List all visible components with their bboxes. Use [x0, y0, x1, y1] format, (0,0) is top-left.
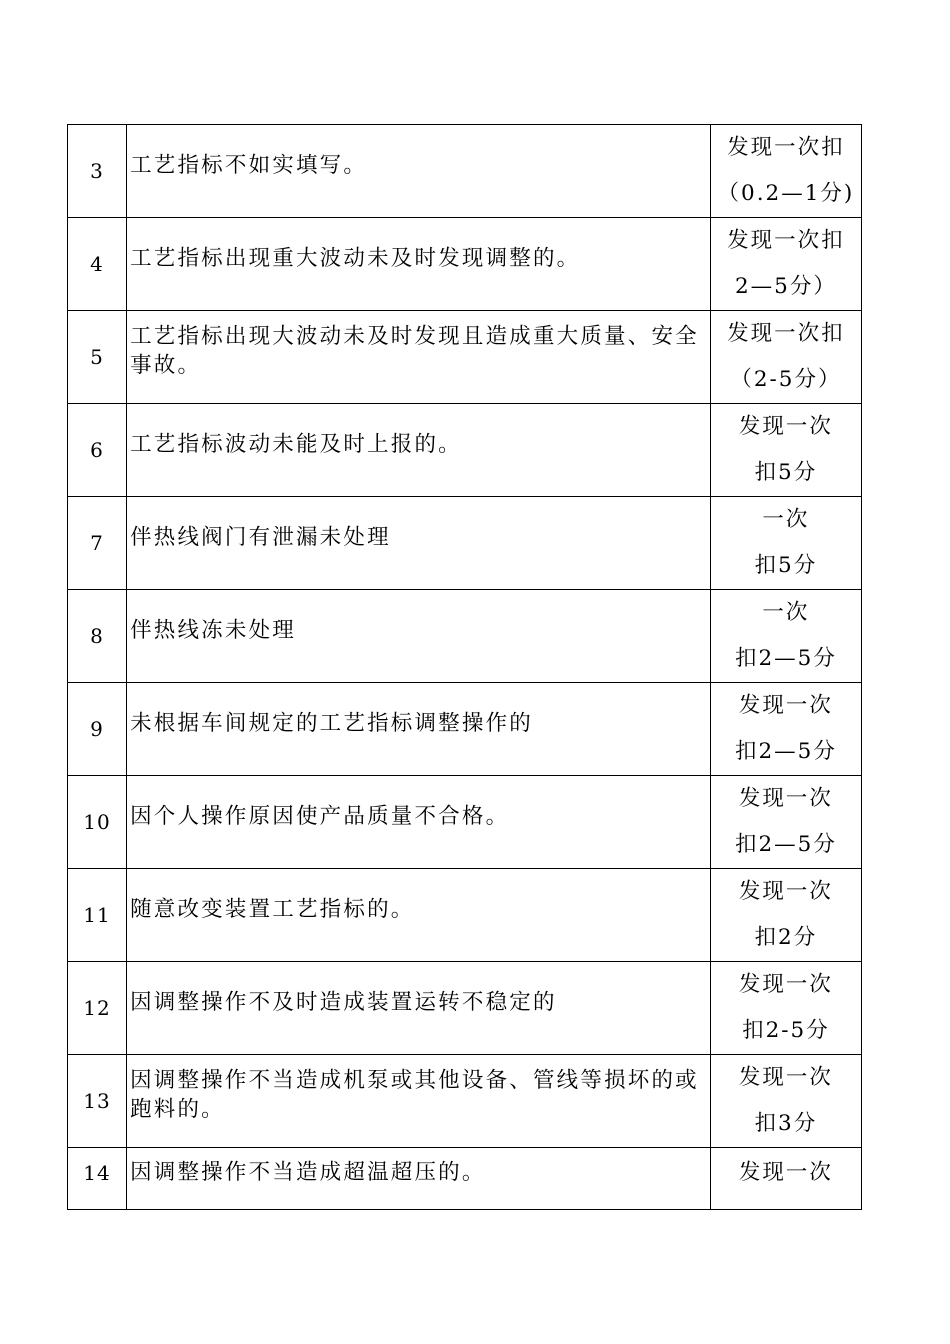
table-row — [68, 125, 862, 218]
row-description: 因个人操作原因使产品质量不合格。 — [127, 776, 711, 869]
row-number: 6 — [68, 404, 127, 497]
row-penalty: 发现一次 — [710, 1148, 861, 1210]
row-penalty: 发现一次 扣2—5分 — [710, 683, 861, 776]
row-penalty: 一次 扣5分 — [710, 497, 861, 590]
row-description: 因调整操作不当造成超温超压的。 — [127, 1148, 711, 1210]
penalty-table — [67, 124, 862, 1210]
row-description: 工艺指标不如实填写。 — [127, 125, 711, 218]
row-description: 随意改变装置工艺指标的。 — [127, 869, 711, 962]
table-row — [68, 869, 862, 962]
row-penalty: 发现一次 扣2分 — [710, 869, 861, 962]
row-description: 工艺指标波动未能及时上报的。 — [127, 404, 711, 497]
row-number: 8 — [68, 590, 127, 683]
row-description: 工艺指标出现重大波动未及时发现调整的。 — [127, 218, 711, 311]
row-number: 9 — [68, 683, 127, 776]
row-penalty: 发现一次 扣2-5分 — [710, 962, 861, 1055]
table-row — [68, 1055, 862, 1148]
row-description: 因调整操作不及时造成装置运转不稳定的 — [127, 962, 711, 1055]
row-number: 13 — [68, 1055, 127, 1148]
row-penalty: 一次 扣2—5分 — [710, 590, 861, 683]
row-penalty: 发现一次 扣3分 — [710, 1055, 861, 1148]
row-description: 工艺指标出现大波动未及时发现且造成重大质量、安全事故。 — [127, 311, 711, 404]
row-number: 3 — [68, 125, 127, 218]
row-number: 11 — [68, 869, 127, 962]
row-description: 因调整操作不当造成机泵或其他设备、管线等损坏的或跑料的。 — [127, 1055, 711, 1148]
row-number: 14 — [68, 1148, 127, 1210]
row-number: 7 — [68, 497, 127, 590]
row-description: 伴热线阀门有泄漏未处理 — [127, 497, 711, 590]
row-number: 4 — [68, 218, 127, 311]
table-row — [68, 962, 862, 1055]
row-penalty: 发现一次 扣2—5分 — [710, 776, 861, 869]
row-number: 5 — [68, 311, 127, 404]
row-description: 伴热线冻未处理 — [127, 590, 711, 683]
table-row — [68, 776, 862, 869]
row-penalty: 发现一次 扣5分 — [710, 404, 861, 497]
table-row — [68, 311, 862, 404]
row-penalty: 发现一次扣 2—5分） — [710, 218, 861, 311]
row-penalty: 发现一次扣 （2-5分） — [710, 311, 861, 404]
table-row — [68, 404, 862, 497]
table-row — [68, 1148, 862, 1210]
table-row — [68, 590, 862, 683]
row-penalty: 发现一次扣 （0.2—1分) — [710, 125, 861, 218]
table-row — [68, 683, 862, 776]
row-number: 12 — [68, 962, 127, 1055]
row-description: 未根据车间规定的工艺指标调整操作的 — [127, 683, 711, 776]
row-number: 10 — [68, 776, 127, 869]
table-row — [68, 218, 862, 311]
table-row — [68, 497, 862, 590]
